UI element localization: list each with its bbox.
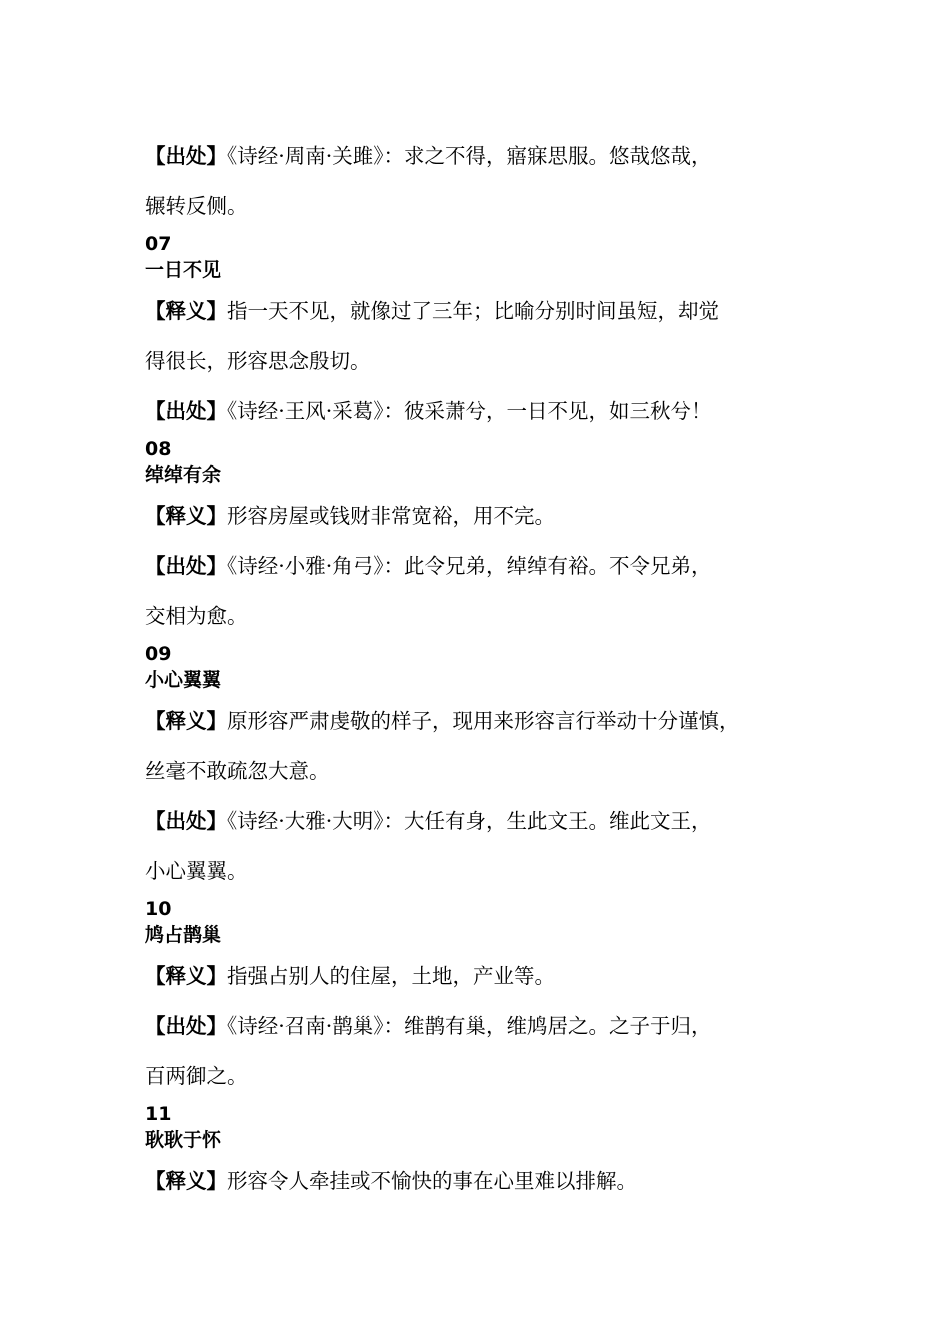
source-paragraph-continued: 辗转反侧。 — [145, 194, 248, 218]
meaning-paragraph — [145, 696, 835, 746]
source-text: 《诗经·大雅·大明》：大任有身，生此文王。维此文王， — [227, 809, 712, 833]
source-paragraph — [145, 541, 835, 591]
source-paragraph-continued: 交相为愈。 — [145, 604, 248, 628]
meaning-paragraph — [145, 286, 835, 336]
source-tag: 【出处】 — [145, 1014, 227, 1038]
entry-number: 08 — [145, 438, 172, 460]
source-tag: 【出处】 — [145, 809, 227, 833]
meaning-paragraph — [145, 951, 835, 1001]
source-paragraph-continued: 小心翼翼。 — [145, 859, 248, 883]
meaning-paragraph — [145, 491, 835, 541]
source-paragraph — [145, 386, 835, 436]
meaning-text: 指强占别人的住屋，土地，产业等。 — [227, 964, 555, 988]
source-text: 《诗经·王风·采葛》：彼采萧兮，一日不见，如三秋兮！ — [227, 399, 712, 423]
meaning-tag: 【释义】 — [145, 709, 227, 733]
document-page — [145, 131, 835, 1206]
source-tag: 【出处】 — [145, 144, 227, 168]
entry-number: 07 — [145, 233, 172, 255]
entry-title: 耿耿于怀 — [145, 1129, 222, 1151]
meaning-text: 形容令人牵挂或不愉快的事在心里难以排解。 — [227, 1169, 637, 1193]
source-text: 《诗经·小雅·角弓》：此令兄弟，绰绰有裕。不令兄弟， — [227, 554, 712, 578]
source-text: 《诗经·周南·关雎》：求之不得，寤寐思服。悠哉悠哉， — [227, 144, 712, 168]
meaning-tag: 【释义】 — [145, 299, 227, 323]
source-paragraph — [145, 1001, 835, 1051]
source-tag: 【出处】 — [145, 554, 227, 578]
entry-number: 09 — [145, 643, 172, 665]
meaning-paragraph-continued: 得很长，形容思念殷切。 — [145, 349, 371, 373]
meaning-tag: 【释义】 — [145, 1169, 227, 1193]
source-paragraph — [145, 131, 835, 181]
entry-title: 绰绰有余 — [145, 464, 222, 486]
source-paragraph — [145, 796, 835, 846]
entry-number: 10 — [145, 898, 172, 920]
entry-title: 一日不见 — [145, 259, 222, 281]
entry-number: 11 — [145, 1103, 172, 1125]
entry-title: 小心翼翼 — [145, 669, 222, 691]
meaning-tag: 【释义】 — [145, 964, 227, 988]
meaning-paragraph — [145, 1156, 835, 1206]
meaning-text: 形容房屋或钱财非常宽裕，用不完。 — [227, 504, 555, 528]
source-tag: 【出处】 — [145, 399, 227, 423]
source-paragraph-continued: 百两御之。 — [145, 1064, 248, 1088]
meaning-text: 原形容严肃虔敬的样子，现用来形容言行举动十分谨慎， — [227, 709, 740, 733]
meaning-paragraph-continued: 丝毫不敢疏忽大意。 — [145, 759, 330, 783]
entry-title: 鸠占鹊巢 — [145, 924, 222, 946]
meaning-tag: 【释义】 — [145, 504, 227, 528]
source-text: 《诗经·召南·鹊巢》：维鹊有巢，维鸠居之。之子于归， — [227, 1014, 712, 1038]
meaning-text: 指一天不见，就像过了三年；比喻分别时间虽短，却觉 — [227, 299, 719, 323]
